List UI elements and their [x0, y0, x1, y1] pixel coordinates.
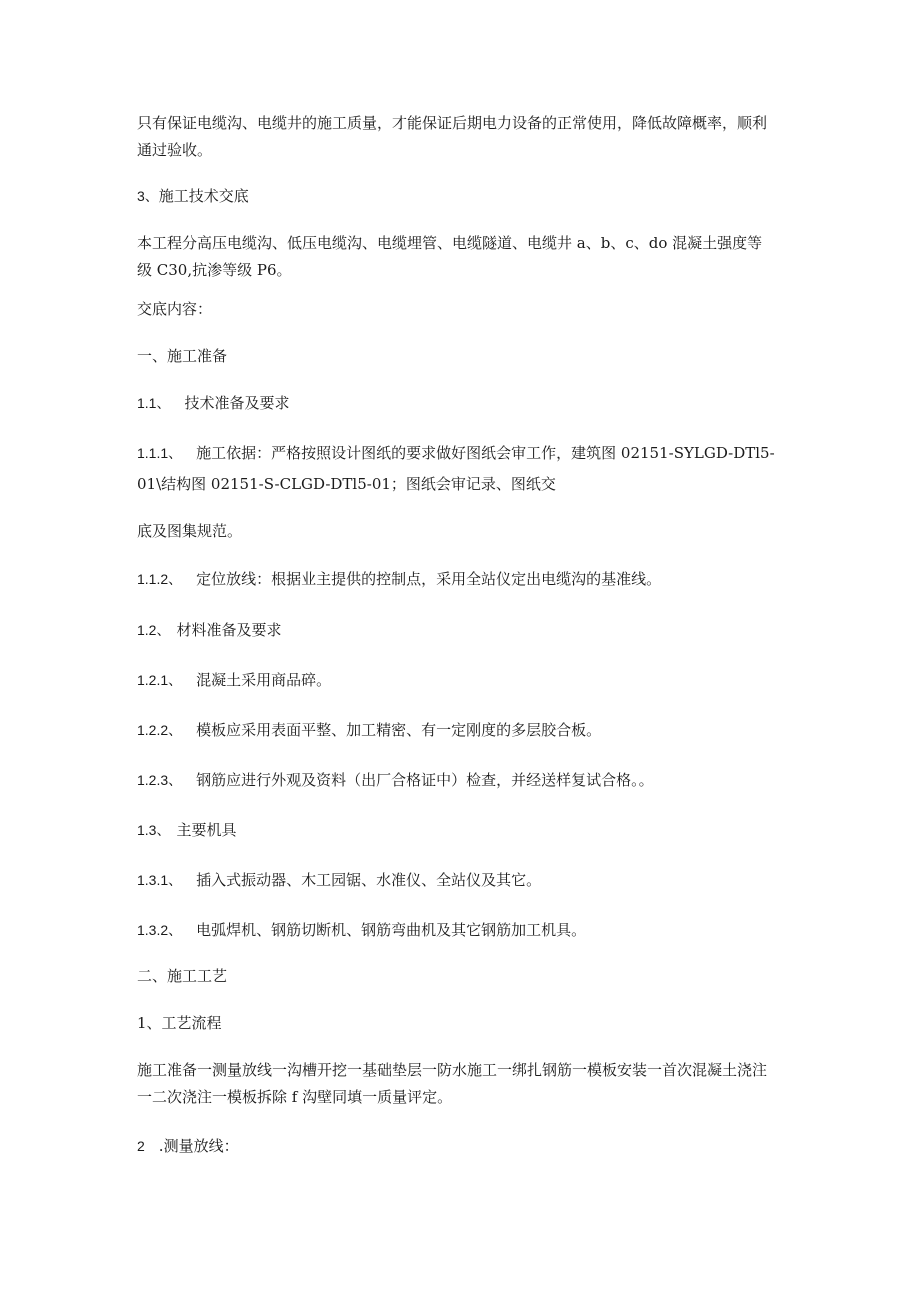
subsection-title: 技术准备及要求 [184, 394, 290, 412]
item-number: 1.1.2、 [137, 571, 183, 587]
item-text: 钢筋应进行外观及资料（出厂合格证中）检查，并经送样复试合格。。 [196, 771, 654, 789]
item-text: 施工依据：严格按照设计图纸的要求做好图纸会审工作，建筑图 02151-SYLGD-DTl5-01\结构图 02151-S-CLGD-DTl5-01；图纸会审记录、图纸交 [137, 444, 775, 493]
process-flow-paragraph [137, 1057, 777, 1111]
item-text: 模板应采用表面平整、加工精密、有一定刚度的多层胶合板。 [196, 721, 602, 739]
disclosure-content-label [137, 296, 777, 323]
item-number: 1.2.3、 [137, 772, 183, 788]
section-title: 施工技术交底 [158, 187, 249, 205]
process-flow-text: 施工准备一测量放线一沟槽开挖一基础垫层一防水施工一绑扎钢筋一模板安装一首次混凝土浇注一二次浇注一模板拆除 f 沟壁同填一质量评定。 [137, 1061, 768, 1106]
chapter-title: 二、施工工艺 [137, 967, 228, 985]
item-number: 1.1.1、 [137, 445, 183, 461]
item-1-1-1-continuation [137, 518, 777, 545]
heading-number: 2 [137, 1138, 145, 1154]
chapter-title: 一、施工准备 [137, 347, 228, 365]
item-1-2-2 [137, 717, 777, 744]
subsection-number: 1.1、 [137, 395, 171, 411]
item-1-3-2 [137, 917, 777, 944]
item-1-2-3 [137, 767, 777, 794]
item-number: 1.3.1、 [137, 872, 183, 888]
section-number: 3、 [137, 188, 159, 204]
item-number: 1.3.2、 [137, 922, 183, 938]
intro-paragraph [137, 110, 777, 164]
continuation-text: 底及图集规范。 [137, 522, 243, 540]
subsection-1-2 [137, 617, 777, 644]
item-text: 电弧焊机、钢筋切断机、钢筋弯曲机及其它钢筋加工机具。 [196, 921, 587, 939]
chapter-heading-2 [137, 963, 777, 990]
item-text: 插入式振动器、木工园锯、水准仪、全站仪及其它。 [196, 871, 542, 889]
subsection-title: 材料准备及要求 [176, 621, 282, 639]
item-text: 混凝土采用商品碎。 [196, 671, 332, 689]
chapter-heading-1 [137, 343, 777, 370]
item-1-3-1 [137, 867, 777, 894]
project-description [137, 230, 777, 284]
disclosure-content-text: 交底内容： [137, 300, 213, 318]
subsection-1-3 [137, 817, 777, 844]
item-text: 定位放线：根据业主提供的控制点，采用全站仪定出电缆沟的基准线。 [196, 570, 662, 588]
subsection-1-1 [137, 390, 777, 417]
survey-setting-out-heading [137, 1133, 777, 1160]
intro-text: 只有保证电缆沟、电缆井的施工质量，才能保证后期电力设备的正常使用，降低故障概率，顺利通过验收。 [137, 114, 768, 159]
item-1-1-1 [137, 438, 777, 500]
item-number: 1.2.2、 [137, 722, 183, 738]
section-heading-3 [137, 183, 777, 210]
item-1-1-2 [137, 566, 777, 593]
subsection-number: 1.3、 [137, 822, 171, 838]
project-description-text: 本工程分高压电缆沟、低压电缆沟、电缆埋管、电缆隧道、电缆井 a、b、c、do 混凝土强度等级 C30,抗渗等级 P6。 [137, 234, 763, 279]
subsection-title: 主要机具 [176, 821, 237, 839]
item-1-2-1 [137, 667, 777, 694]
process-flow-heading [137, 1010, 777, 1037]
item-number: 1.2.1、 [137, 672, 183, 688]
subsection-number: 1.2、 [137, 622, 171, 638]
process-flow-title: 1、工艺流程 [137, 1014, 222, 1032]
heading-text: .测量放线： [158, 1137, 239, 1155]
